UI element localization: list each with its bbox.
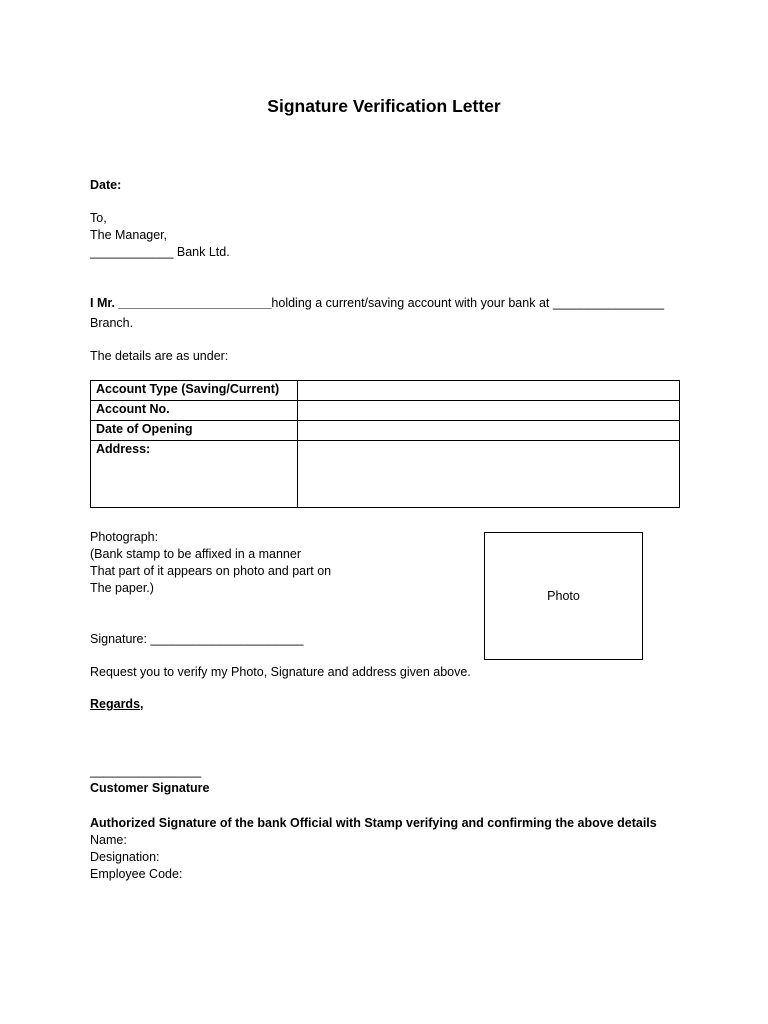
row-label-account-no: Account No. (91, 401, 298, 421)
official-employee-code-field: Employee Code: (90, 867, 183, 881)
signature-line: Signature: ______________________ (90, 632, 304, 646)
official-name-field: Name: (90, 833, 127, 847)
row-value-date-of-opening (298, 421, 680, 441)
intro-line-1 (90, 295, 664, 312)
customer-signature-blank: ________________ (90, 764, 202, 778)
photograph-line-1: Photograph: (90, 530, 159, 544)
row-label-address: Address: (91, 441, 298, 508)
to-line-3: ____________ Bank Ltd. (90, 245, 230, 259)
row-value-account-type (298, 381, 680, 401)
intro-name-field: I Mr. ______________________ (90, 296, 272, 310)
table-row (91, 381, 680, 401)
details-table (90, 380, 680, 508)
row-label-account-type: Account Type (Saving/Current) (91, 381, 298, 401)
customer-signature-label: Customer Signature (90, 781, 210, 795)
date-label: Date: (90, 178, 122, 192)
intro-line-2: Branch. (90, 316, 134, 330)
request-text: Request you to verify my Photo, Signature and address given above. (90, 665, 471, 679)
photograph-line-2: (Bank stamp to be affixed in a manner (90, 547, 301, 561)
official-designation-field: Designation: (90, 850, 160, 864)
authorized-heading: Authorized Signature of the bank Official with Stamp verifying and confirming the above details (90, 816, 657, 830)
photograph-line-3: That part of it appears on photo and part on (90, 564, 332, 578)
page-title: Signature Verification Letter (267, 96, 501, 116)
table-row (91, 401, 680, 421)
photo-label: Photo (547, 589, 580, 603)
details-intro: The details are as under: (90, 349, 229, 363)
intro-rest: holding a current/saving account with your bank at ________________ (271, 296, 665, 310)
row-label-date-of-opening: Date of Opening (91, 421, 298, 441)
regards-label: Regards, (90, 697, 144, 711)
row-value-account-no (298, 401, 680, 421)
to-line-2: The Manager, (90, 228, 168, 242)
to-line-1: To, (90, 211, 107, 225)
photo-box (484, 532, 643, 660)
table-row (91, 441, 680, 508)
table-row (91, 421, 680, 441)
photograph-line-4: The paper.) (90, 581, 154, 595)
row-value-address (298, 441, 680, 508)
